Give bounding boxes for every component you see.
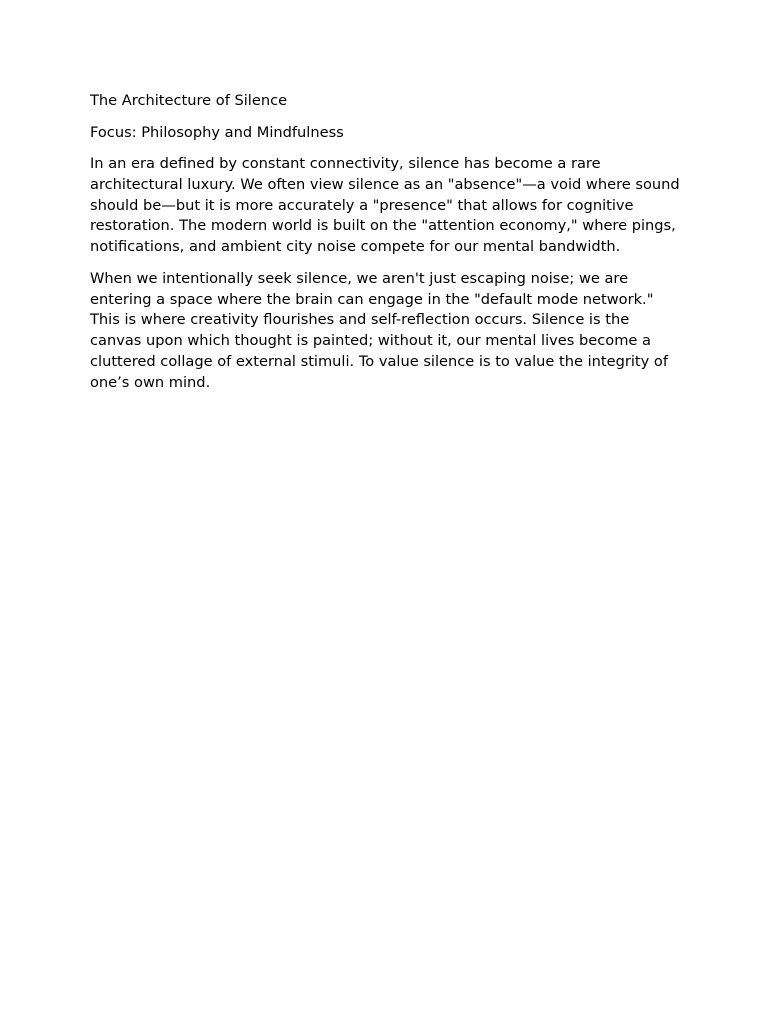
document-page [90, 91, 682, 404]
document-title: The Architecture of Silence [90, 92, 288, 109]
paragraph-2: When we intentionally seek silence, we aren't just escaping noise; we are entering a space where the brain can engage in the "default mode network." This is where creativity flourishes and self-reflection occurs. Silence is the canvas upon which thought is painted; without it, our mental lives become a cluttered collage of external stimuli. To value silence is to value the integrity of one’s own mind. [90, 269, 668, 391]
paragraph-1: In an era defined by constant connectivity, silence has become a rare architectural luxury. We often view silence as an "absence"—a void where sound should be—but it is more accurately a "presence" that allows for cognitive restoration. The modern world is built on the "attention economy," where pings, notifications, and ambient city noise compete for our mental bandwidth. [90, 155, 680, 256]
document-focus-line: Focus: Philosophy and Mindfulness [90, 123, 344, 141]
